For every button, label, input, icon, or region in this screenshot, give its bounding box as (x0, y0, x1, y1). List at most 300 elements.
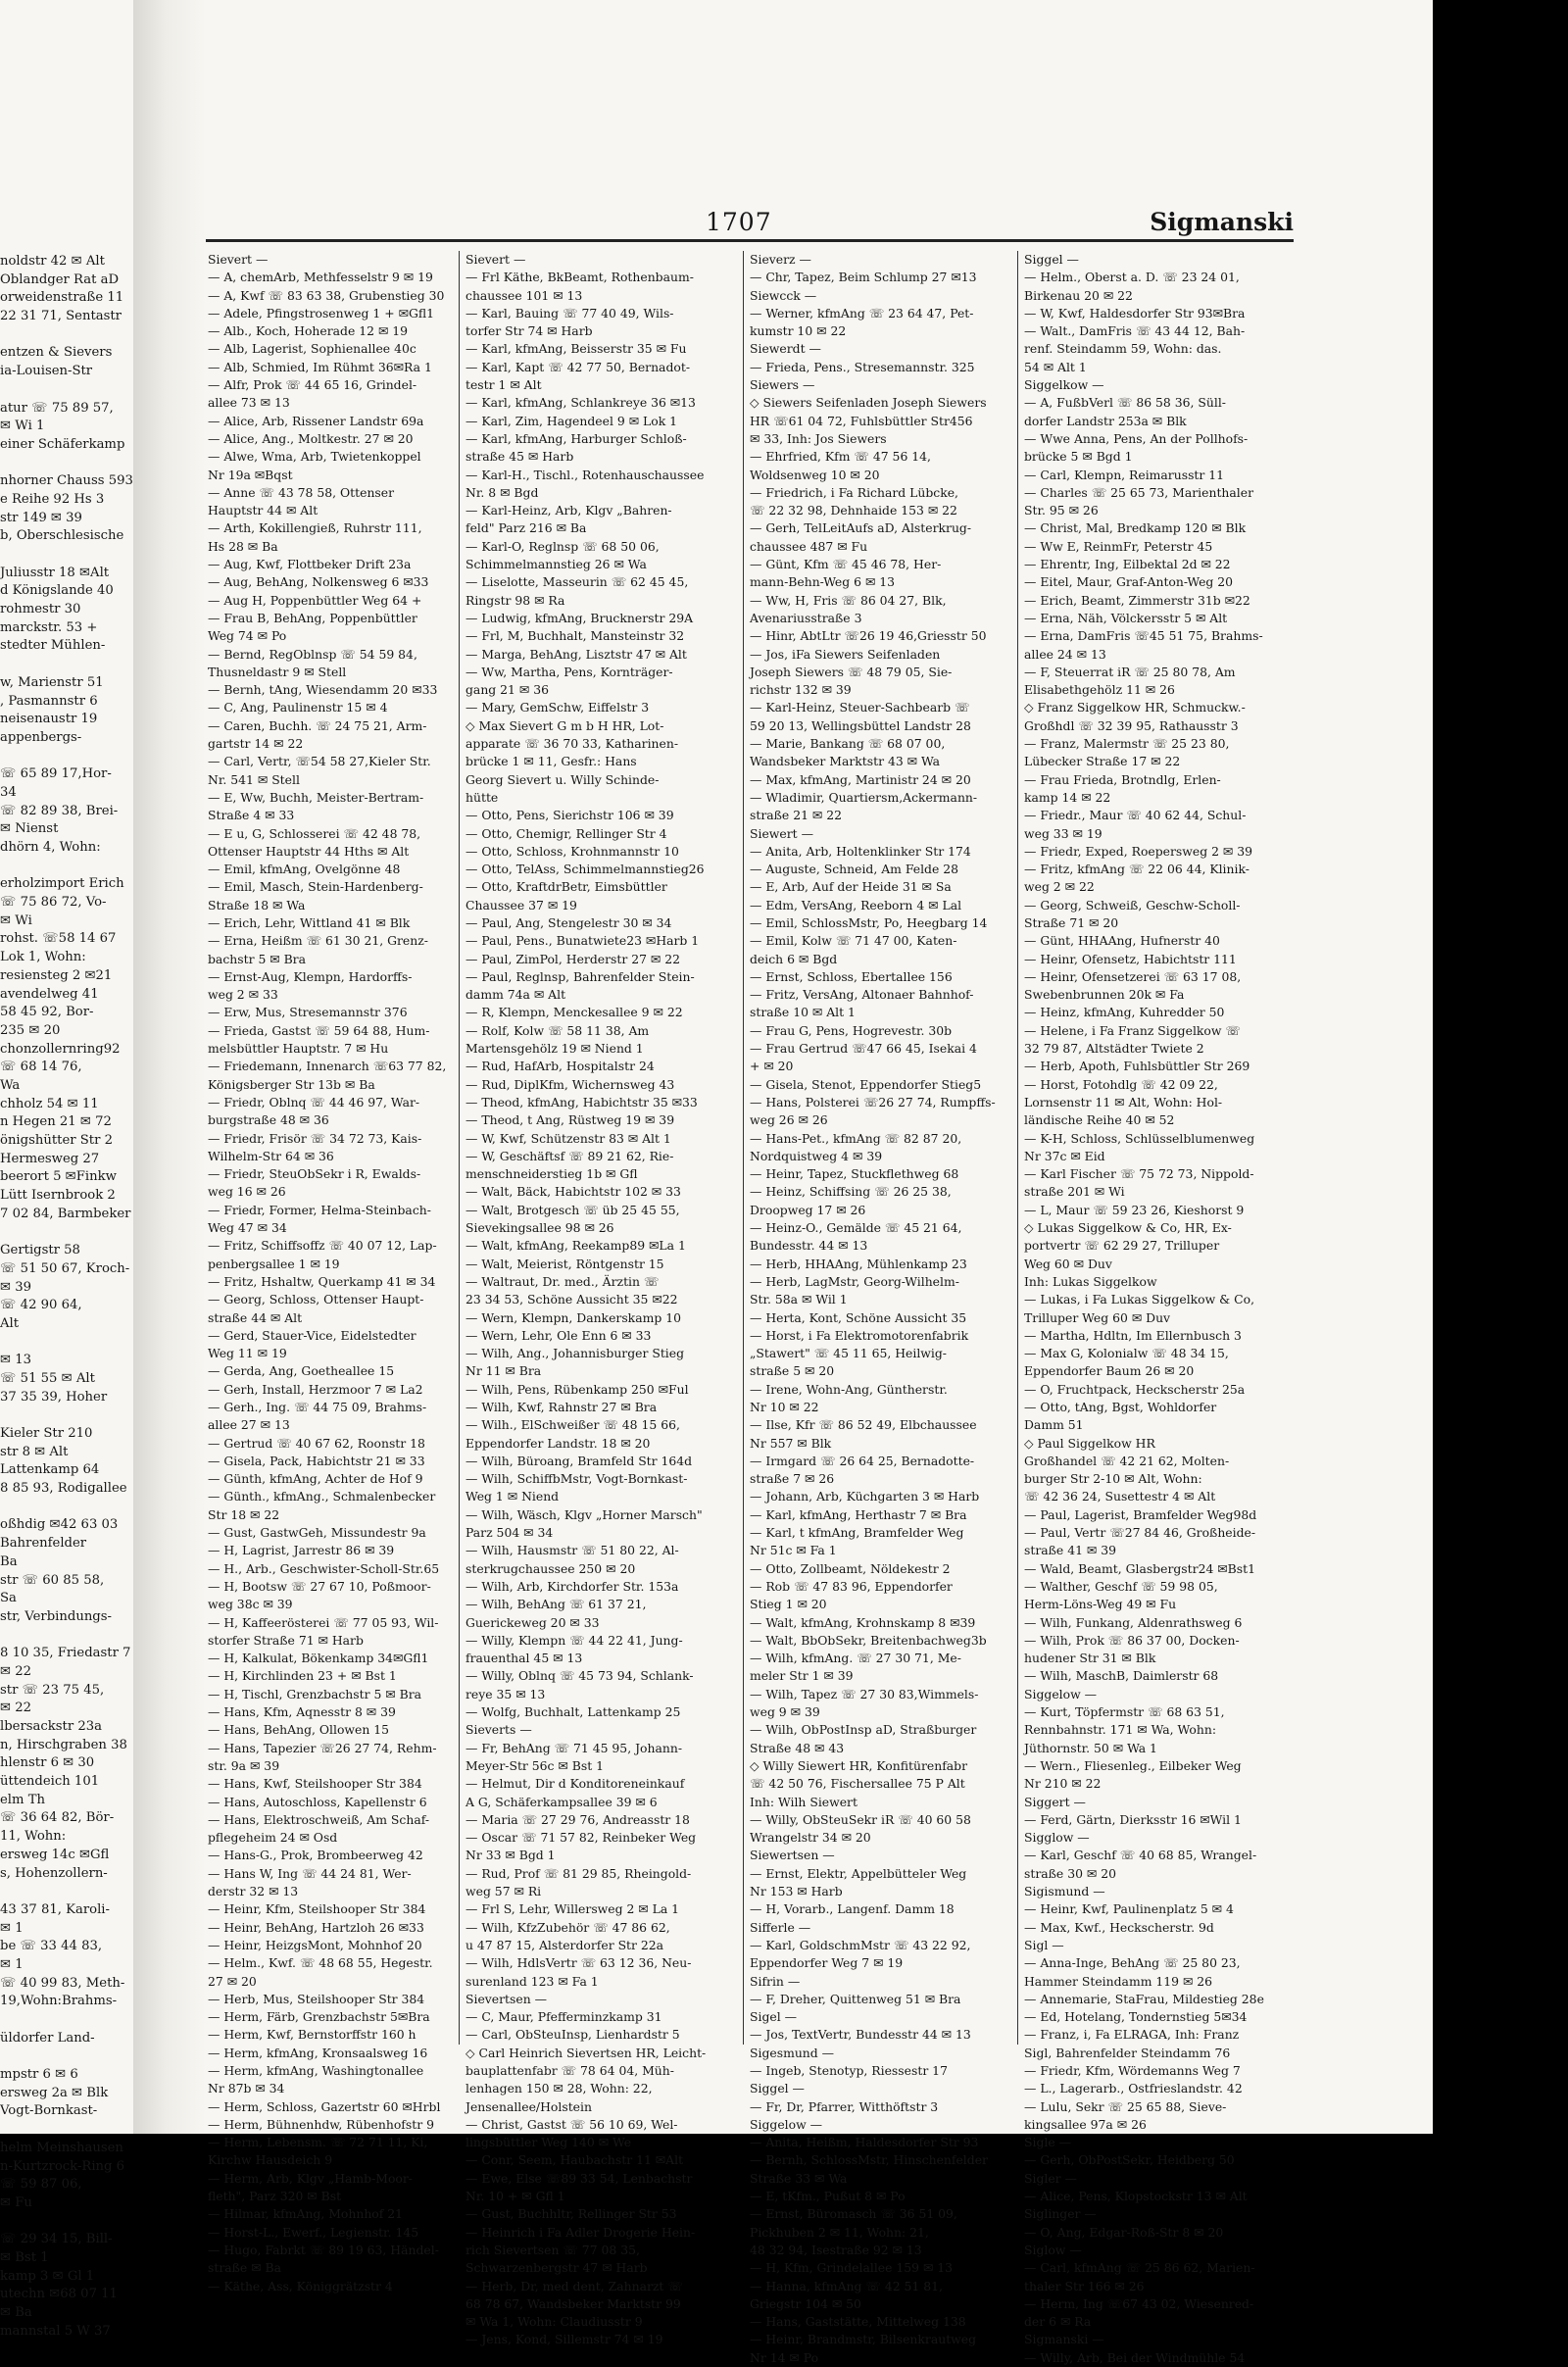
prev-page-line: helm Meinshausen (0, 2140, 123, 2155)
directory-line: — Gisela, Stenot, Eppendorfer Stieg5 (750, 1076, 982, 1092)
directory-line: — Alb, Schmied, Im Rühmt 36✉Ra 1 (208, 359, 432, 374)
directory-line: — Frl Käthe, BkBeamt, Rothenbaum- (466, 270, 694, 285)
directory-line: frauenthal 45 ✉ 13 (466, 1651, 583, 1666)
directory-line: — Friedr, SteuObSekr i R, Ewalds- (208, 1166, 421, 1182)
prev-page-line (0, 2047, 133, 2066)
prev-page-line: ☏ 51 50 67, Kroch- (0, 1260, 130, 1276)
directory-line: — Irene, Wohn-Ang, Güntherstr. (750, 1381, 948, 1397)
directory-line: — Herm, kfmAng, Kronsaalsweg 16 (208, 2045, 428, 2060)
directory-line: Sieverts — (466, 1722, 532, 1738)
directory-line: — Wilh., ElSchweißer ☏ 48 15 66, (466, 1417, 680, 1433)
directory-line: — Wald, Beamt, Glasbergstr24 ✉Bst1 (1024, 1560, 1255, 1576)
directory-line: — Eitel, Maur, Graf-Anton-Weg 20 (1024, 574, 1234, 590)
directory-line: Pickhuben 2 ✉ 11, Wohn: 21, (750, 2224, 929, 2240)
directory-line: Griegstr 104 ✉ 50 (750, 2295, 861, 2311)
directory-line: weg 16 ✉ 26 (208, 1184, 286, 1200)
directory-line: apparate ☏ 36 70 33, Katharinen- (466, 736, 679, 752)
directory-line: Sievertsen — (466, 1991, 548, 2006)
directory-line: — Otto, Zollbeamt, Nöldekestr 2 (750, 1560, 951, 1576)
prev-page-line (0, 748, 133, 766)
directory-line: — Käthe, Ass, Königgrätzstr 4 (208, 2278, 393, 2293)
directory-line: — Ed, Hotelang, Tondernstieg 5✉34 (1024, 2009, 1248, 2025)
directory-line: — O, Fruchtpack, Heckscherstr 25a (1024, 1381, 1246, 1397)
previous-page-fragment (0, 253, 133, 2339)
directory-line: — Ehrentr, Ing, Eilbektal 2d ✉ 22 (1024, 557, 1231, 572)
directory-line: — Frl, M, Buchhalt, Mansteinstr 32 (466, 628, 685, 644)
prev-page-line: ✉ 1 (0, 1920, 24, 1936)
directory-line: Stieg 1 ✉ 20 (750, 1597, 827, 1612)
directory-line: 27 ✉ 20 (208, 1973, 257, 1989)
directory-line: u 47 87 15, Alsterdorfer Str 22a (466, 1937, 664, 1952)
directory-line: — Theod, kfmAng, Habichtstr 35 ✉33 (466, 1094, 698, 1110)
directory-line: — Ww, H, Fris ☏ 86 04 27, Blk, (750, 592, 947, 608)
directory-line: — Willy, Oblnq ☏ 45 73 94, Schlank- (466, 1668, 694, 1684)
directory-line: — Frl S, Lehr, Willersweg 2 ✉ La 1 (466, 1901, 680, 1917)
directory-line: — Aug H, Poppenbüttler Weg 64 + (208, 592, 422, 608)
prev-page-line (0, 546, 133, 565)
directory-line: Ringstr 98 ✉ Ra (466, 592, 565, 608)
prev-page-line: ☏ 42 90 64, (0, 1298, 82, 1313)
directory-line: Siglow — (1024, 2242, 1082, 2257)
column-3 (750, 251, 996, 2365)
directory-line: — H, Tischl, Grenzbachstr 5 ✉ Bra (208, 1686, 422, 1701)
directory-line: — Annemarie, StaFrau, Mildestieg 28e (1024, 1991, 1264, 2006)
directory-line: — Hans, Elektroschweiß, Am Schaf- (208, 1811, 430, 1827)
directory-line: — Gerd, Stauer-Vice, Eidelstedter (208, 1327, 416, 1343)
directory-line: — Aug, BehAng, Nolkensweg 6 ✉33 (208, 574, 429, 590)
directory-line: — Heinr, Ofensetz, Habichtstr 111 (1024, 951, 1237, 966)
prev-page-line: b, Oberschlesische (0, 528, 124, 544)
directory-line: Sigismund — (1024, 1884, 1105, 1899)
prev-page-line: marckstr. 53 + (0, 619, 98, 635)
prev-page-line: Lütt Isernbrook 2 (0, 1188, 116, 1204)
directory-line: pflegeheim 24 ✉ Osd (208, 1830, 338, 1846)
prev-page-line: Sa (0, 1591, 17, 1606)
directory-line: — Paul, Ang, Stengelestr 30 ✉ 34 (466, 914, 672, 930)
directory-line: — Hanna, kfmAng ☏ 42 51 81, (750, 2278, 943, 2293)
directory-line: — Hugo, Fabrkt ☏ 89 19 63, Händel- (208, 2242, 439, 2257)
directory-line: — Christ, Gastst ☏ 56 10 69, Wel- (466, 2116, 678, 2132)
directory-line: — Karl-O, Reglnsp ☏ 68 50 06, (466, 538, 660, 554)
directory-line: — Walt, Bäck, Habichtstr 102 ✉ 33 (466, 1184, 681, 1200)
directory-line: — Ferd, Gärtn, Dierksstr 16 ✉Wil 1 (1024, 1811, 1242, 1827)
directory-line: — Alwe, Wma, Arb, Twietenkoppel (208, 449, 421, 465)
directory-line: ◇ Carl Heinrich Sievertsen HR, Leicht- (466, 2045, 707, 2060)
directory-line: — Waltraut, Dr. med., Ärztin ☏ (466, 1273, 660, 1289)
prev-page-line (0, 2213, 133, 2232)
directory-line: Lübecker Straße 17 ✉ 22 (1024, 754, 1181, 769)
directory-line: richstr 132 ✉ 39 (750, 682, 852, 698)
prev-page-line: Alt (0, 1315, 20, 1331)
directory-line: Sigler — (1024, 2170, 1077, 2186)
directory-line: ✉ 33, Inh: Jos Siewers (750, 430, 887, 446)
directory-line: weg 38c ✉ 39 (208, 1597, 293, 1612)
running-head: Sigmanski (1150, 208, 1294, 236)
directory-line: — Max, kfmAng, Martinistr 24 ✉ 20 (750, 771, 971, 787)
directory-line: Nr 19a ✉Bqst (208, 467, 293, 482)
directory-line: — Gertrud ☏ 40 67 62, Roonstr 18 (208, 1435, 425, 1451)
directory-line: — Rolf, Kolw ☏ 58 11 38, Am (466, 1022, 650, 1038)
directory-line: Sigle — (1024, 2135, 1072, 2150)
directory-line: — Ehrfried, Kfm ☏ 47 56 14, (750, 449, 931, 465)
directory-line: — Otto, TelAss, Schimmelmannstieg26 (466, 862, 705, 877)
prev-page-line: nhorner Chauss 593 (0, 473, 133, 489)
directory-line: — Ernst, Schloss, Ebertallee 156 (750, 968, 953, 984)
prev-page-line: Hermesweg 27 (0, 1151, 100, 1166)
directory-line: — Jens, Kond, Sillemstr 74 ✉ 19 (466, 2332, 663, 2347)
prev-page-line: rohmestr 30 (0, 602, 81, 617)
directory-line: thaler Str 166 ✉ 26 (1024, 2278, 1145, 2293)
prev-page-line: Gertigstr 58 (0, 1243, 80, 1258)
directory-line: — W, Geschäftsf ☏ 89 21 62, Rie- (466, 1148, 674, 1163)
directory-line: Großhdl ☏ 32 39 95, Rathausstr 3 (1024, 717, 1239, 733)
directory-line: Wandsbeker Marktstr 43 ✉ Wa (750, 754, 941, 769)
prev-page-line: ✉ 39 (0, 1279, 32, 1295)
directory-line: — Horst, i Fa Elektromotorenfabrik (750, 1327, 969, 1343)
directory-line: — Alfr, Prok ☏ 44 65 16, Grindel- (208, 377, 417, 393)
directory-line: — Erna, Näh, Völckersstr 5 ✉ Alt (1024, 610, 1228, 625)
directory-line: — L, Maur ☏ 59 23 26, Kieshorst 9 (1024, 1202, 1245, 1217)
prev-page-line: ✉ Wi 1 (0, 419, 45, 434)
directory-line: Jüthornstr. 50 ✉ Wa 1 (1024, 1740, 1157, 1755)
directory-line: — E u, G, Schlosserei ☏ 42 48 78, (208, 825, 421, 841)
directory-line: Parz 504 ✉ 34 (466, 1525, 554, 1541)
prev-page-line: e Reihe 92 Hs 3 (0, 491, 105, 507)
directory-line: — Paul, Reglnsp, Bahrenfelder Stein- (466, 968, 695, 984)
directory-line: Straße 48 ✉ 43 (750, 1740, 845, 1755)
directory-line: — Liselotte, Masseurin ☏ 62 45 45, (466, 574, 689, 590)
directory-line: — Wilh, Arb, Kirchdorfer Str. 153a (466, 1578, 679, 1594)
directory-line: Siewcck — (750, 287, 817, 303)
directory-line: fleth", Parz 320 ✉ Bst (208, 2189, 342, 2204)
directory-line: — F, Steuerrat iR ☏ 25 80 78, Am (1024, 664, 1236, 679)
directory-line: Elisabethgehölz 11 ✉ 26 (1024, 682, 1175, 698)
directory-line: — Hilmar, kfmAng, Mohnhof 21 (208, 2206, 404, 2222)
directory-line: — Horst-L., Ewerf., Legienstr. 145 (208, 2224, 419, 2240)
directory-line: — Christ, Mal, Bredkamp 120 ✉ Blk (1024, 520, 1247, 536)
column-1 (208, 251, 453, 2293)
directory-line: Meyer-Str 56c ✉ Bst 1 (466, 1757, 605, 1773)
directory-line: — A, FußbVerl ☏ 86 58 36, Süll- (1024, 395, 1226, 411)
directory-line: — Otto, Pens, Sierichstr 106 ✉ 39 (466, 808, 674, 823)
directory-line: 68 78 67, Wandsbeker Marktstr 99 (466, 2295, 681, 2311)
directory-line: weg 2 ✉ 22 (1024, 879, 1095, 895)
directory-line: — Paul, Vertr ☏27 84 46, Großheide- (1024, 1525, 1256, 1541)
directory-line: — Karl, Zim, Hagendeel 9 ✉ Lok 1 (466, 413, 678, 428)
prev-page-line: 58 45 92, Bor- (0, 1005, 94, 1020)
prev-page-line: ✉ Bst 1 (0, 2249, 49, 2265)
directory-line: Straße 4 ✉ 33 (208, 808, 295, 823)
directory-line: ◇ Willy Siewert HR, Konfitürenfabr (750, 1757, 968, 1773)
prev-page-line: kamp 3 ✉ Gl 1 (0, 2268, 95, 2284)
prev-page-line: 19,Wohn:Brahms- (0, 1994, 118, 2009)
directory-line: straße 21 ✉ 22 (750, 808, 842, 823)
prev-page-line (0, 1499, 133, 1517)
directory-line: — Walt, Brotgesch ☏ üb 25 45 55, (466, 1202, 680, 1217)
directory-line: — Karl-H., Tischl., Rotenhauschaussee (466, 467, 705, 482)
prev-page-line: d Königslande 40 (0, 583, 114, 599)
directory-line: lenhagen 150 ✉ 28, Wohn: 22, (466, 2081, 653, 2096)
prev-page-line: n Hegen 21 ✉ 72 (0, 1114, 112, 1130)
directory-line: — Walther, Geschf ☏ 59 98 05, (1024, 1578, 1218, 1594)
prev-page-line (0, 326, 133, 345)
prev-page-line: chonzollernring92 (0, 1041, 121, 1057)
directory-line: Nr. 10 + ✉ Gfl 1 (466, 2189, 565, 2204)
directory-line: — Carl, kfmAng ☏ 25 86 62, Marien- (1024, 2260, 1255, 2276)
directory-line: — Karl, kfmAng, Harburger Schloß- (466, 430, 687, 446)
column-divider (459, 251, 460, 2045)
prev-page-line (0, 2011, 133, 2030)
directory-line: ◇ Siewers Seifenladen Joseph Siewers (750, 395, 987, 411)
directory-line: straße 45 ✉ Harb (466, 449, 574, 465)
directory-line: — Ww E, ReinmFr, Peterstr 45 (1024, 538, 1213, 554)
directory-line: weg 26 ✉ 26 (750, 1112, 828, 1128)
directory-line: Straße 71 ✉ 20 (1024, 914, 1119, 930)
directory-line: lingsbüttler Weg 140 ✉ We (466, 2135, 632, 2150)
directory-line: gang 21 ✉ 36 (466, 682, 549, 698)
directory-line: — Bernh, tAng, Wiesendamm 20 ✉33 (208, 682, 438, 698)
prev-page-line: Oblandger Rat aD (0, 271, 120, 287)
prev-page-line: atur ☏ 75 89 57, (0, 400, 114, 416)
directory-line: chaussee 487 ✉ Fu (750, 538, 868, 554)
prev-page-line: be ☏ 33 44 83, (0, 1939, 103, 1954)
directory-line: — Wilh, Funkang, Aldenrathsweg 6 (1024, 1614, 1243, 1630)
prev-page-line: ersweg 14c ✉Gfl (0, 1847, 110, 1862)
prev-page-line: ✉ Ba (0, 2305, 32, 2320)
prev-page-line: ✉ 22 (0, 1701, 32, 1716)
prev-page-line (0, 1406, 133, 1425)
directory-line: — L., Lagerarb., Ostfrieslandstr. 42 (1024, 2081, 1243, 2096)
directory-line: — Franz, i, Fa ELRAGA, Inh: Franz (1024, 2027, 1240, 2043)
directory-line: — K-H, Schloss, Schlüsselblumenweg (1024, 1130, 1255, 1146)
prev-page-line: üldorfer Land- (0, 2030, 95, 2046)
directory-line: — Alice, Ang., Moltkestr. 27 ✉ 20 (208, 430, 414, 446)
directory-line: Woldsenweg 10 ✉ 20 (750, 467, 880, 482)
directory-line: Inh: Lukas Siggelkow (1024, 1273, 1157, 1289)
directory-line: — Hans, Autoschloss, Kapellenstr 6 (208, 1794, 427, 1809)
directory-line: — Karl, kfmAng, Herthastr 7 ✉ Bra (750, 1506, 967, 1522)
scan-border (1433, 0, 1568, 2134)
directory-line: — Hans, Gaststätte, Mittelweg 138 (750, 2314, 966, 2330)
directory-line: — Rud, DiplKfm, Wichernsweg 43 (466, 1076, 675, 1092)
directory-line: — Karl, Geschf ☏ 40 68 85, Wrangel- (1024, 1848, 1257, 1863)
directory-line: rich Sievertsen ☏ 77 08 35, (466, 2242, 640, 2257)
directory-line: — Ewe, Else ☏89 33 54, Lenbachstr (466, 2170, 693, 2186)
directory-line: — Walt, BbObSekr, Breitenbachweg3b (750, 1632, 987, 1648)
prev-page-line: Vogt-Bornkast- (0, 2103, 98, 2119)
page-number: 1707 (706, 208, 772, 236)
directory-line: — Wilh, HdlsVertr ☏ 63 12 36, Neu- (466, 1955, 692, 1971)
prev-page-line (0, 1883, 133, 1901)
prev-page-line: Juliusstr 18 ✉Alt (0, 565, 110, 580)
directory-line: — Günt, Kfm ☏ 45 46 78, Her- (750, 557, 942, 572)
directory-line: — Willy, Arb, Bei der Windmühle 54 (1024, 2349, 1246, 2365)
directory-line: surenland 123 ✉ Fa 1 (466, 1973, 599, 1989)
directory-line: Sigl — (1024, 1937, 1064, 1952)
directory-line: — Herb, HHAAng, Mühlenkamp 23 (750, 1256, 967, 1271)
directory-line: sterkrugchaussee 250 ✉ 20 (466, 1560, 636, 1576)
directory-line: Swebenbrunnen 20k ✉ Fa (1024, 987, 1185, 1003)
directory-line: weg 2 ✉ 33 (208, 987, 278, 1003)
prev-page-line: ✉ 22 (0, 1663, 32, 1679)
directory-line: — Charles ☏ 25 65 73, Marienthaler (1024, 484, 1254, 500)
directory-line: Siewert — (750, 825, 813, 841)
directory-line: allee 27 ✉ 13 (208, 1417, 290, 1433)
directory-line: weg 57 ✉ Ri (466, 1884, 542, 1899)
directory-line: — Johann, Arb, Küchgarten 3 ✉ Harb (750, 1489, 980, 1504)
directory-line: — Herb, LagMstr, Georg-Wilhelm- (750, 1273, 959, 1289)
directory-line: — Emil, SchlossMstr, Po, Heegbarg 14 (750, 914, 988, 930)
directory-line: — Willy, ObSteuSekr iR ☏ 40 60 58 (750, 1811, 971, 1827)
directory-line: Siggelkow — (1024, 377, 1104, 393)
directory-line: — Erich, Beamt, Zimmerstr 31b ✉22 (1024, 592, 1250, 608)
directory-line: — Wilh, kfmAng. ☏ 27 30 71, Me- (750, 1651, 961, 1666)
directory-line: Bundesstr. 44 ✉ 13 (750, 1238, 868, 1254)
directory-line: ◇ Max Sievert G m b H HR, Lot- (466, 717, 664, 733)
directory-line: — Bernd, RegOblnsp ☏ 54 59 84, (208, 646, 417, 662)
directory-line: storfer Straße 71 ✉ Harb (208, 1632, 364, 1648)
directory-line: — Karl, Bauing ☏ 77 40 49, Wils- (466, 305, 674, 321)
directory-line: — Carl, Vertr, ☏54 58 27,Kieler Str. (208, 754, 431, 769)
prev-page-line: Lok 1, Wohn: (0, 950, 86, 965)
directory-line: Sievekingsallee 98 ✉ 26 (466, 1220, 614, 1236)
directory-line: Königsberger Str 13b ✉ Ba (208, 1076, 375, 1092)
column-4 (1024, 251, 1269, 2365)
directory-line: — Jos, TextVertr, Bundesstr 44 ✉ 13 (750, 2027, 971, 2043)
directory-line: Str 18 ✉ 22 (208, 1506, 280, 1522)
directory-line: straße ✉ Ba (208, 2260, 282, 2276)
directory-line: Hammer Steindamm 119 ✉ 26 (1024, 1973, 1213, 1989)
directory-line: — Wilh, Ang., Johannisburger Stieg (466, 1346, 685, 1361)
directory-line: — Herm, Lebensm. ☏ 72 71 11, Ki, (208, 2135, 428, 2150)
directory-line: — Fritz, Hshaltw, Querkamp 41 ✉ 34 (208, 1273, 436, 1289)
prev-page-line: üttendeich 101 (0, 1774, 100, 1790)
directory-line: — Max G, Kolonialw ☏ 48 34 15, (1024, 1346, 1229, 1361)
directory-line: damm 74a ✉ Alt (466, 987, 566, 1003)
directory-line: — Erna, DamFris ☏45 51 75, Brahms- (1024, 628, 1263, 644)
directory-line: Martensgehölz 19 ✉ Niend 1 (466, 1041, 644, 1057)
directory-line: hudener Str 31 ✉ Blk (1024, 1651, 1156, 1666)
prev-page-line: 22 31 71, Sentastr (0, 309, 122, 324)
directory-line: chaussee 101 ✉ 13 (466, 287, 583, 303)
prev-page-line: neisenaustr 19 (0, 712, 98, 727)
page-header (206, 196, 1294, 245)
directory-line: — Heinr, Kfm, Steilshooper Str 384 (208, 1901, 426, 1917)
directory-line: — Karl, kfmAng, Beisserstr 35 ✉ Fu (466, 341, 687, 357)
directory-line: — Hinr, AbtLtr ☏26 19 46,Griesstr 50 (750, 628, 987, 644)
directory-line: — Gerh, ObPostSekr, Heidberg 50 (1024, 2152, 1235, 2168)
directory-line: — Heinr, HeizgsMont, Mohnhof 20 (208, 1937, 422, 1952)
directory-line: — Wilh, Kwf, Rahnstr 27 ✉ Bra (466, 1400, 658, 1414)
directory-line: — Maria ☏ 27 29 76, Andreasstr 18 (466, 1811, 690, 1827)
directory-line: renf. Steindamm 59, Wohn: das. (1024, 341, 1222, 357)
directory-line: — H, Kaffeerösterei ☏ 77 05 93, Wil- (208, 1614, 439, 1630)
directory-line: — Gust, Buchhltr, Rellinger Str 53 (466, 2206, 677, 2222)
directory-line: — Anita, Arb, Holtenklinker Str 174 (750, 843, 971, 859)
directory-line: „Stawert" ☏ 45 11 65, Heilwig- (750, 1346, 947, 1361)
prev-page-line: ☏ 59 87 06, (0, 2177, 82, 2193)
directory-line: — Hans-G., Prok, Brombeerweg 42 (208, 1848, 423, 1863)
directory-line: Siewers — (750, 377, 815, 393)
directory-line: — E, tKfm., Pußut 8 ✉ Po (750, 2189, 906, 2204)
directory-line: ✉ Wa 1, Wohn: Claudiusstr 9 (466, 2314, 643, 2330)
directory-line: — Horst, Fotohdlg ☏ 42 09 22, (1024, 1076, 1218, 1092)
directory-line: Straße 33 ✉ Wa (750, 2170, 848, 2186)
directory-line: — Walt., DamFris ☏ 43 44 12, Bah- (1024, 323, 1246, 339)
prev-page-line: 8 85 93, Rodigallee (0, 1481, 127, 1497)
prev-page-line: ✉ Wi (0, 912, 32, 928)
directory-line: Siggel — (750, 2081, 805, 2096)
directory-line: — Otto, tAng, Bgst, Wohldorfer (1024, 1400, 1217, 1414)
prev-page-line: 43 37 81, Karoli- (0, 1901, 110, 1917)
prev-page-line: ersweg 2a ✉ Blk (0, 2085, 109, 2100)
prev-page-line: ☏ 36 64 82, Bör- (0, 1810, 115, 1826)
directory-line: — Herm, kfmAng, Washingtonallee (208, 2062, 424, 2078)
directory-line: — Hans, Kfm, Aqnesstr 8 ✉ 39 (208, 1704, 396, 1720)
prev-page-line: n, Hirschgraben 38 (0, 1737, 127, 1752)
directory-line: Lornsenstr 11 ✉ Alt, Wohn: Hol- (1024, 1094, 1223, 1110)
directory-line: kumstr 10 ✉ 22 (750, 323, 847, 339)
directory-line: Herm-Löns-Weg 49 ✉ Fu (1024, 1597, 1177, 1612)
directory-line: — H, Bootsw ☏ 27 67 10, Poßmoor- (208, 1578, 431, 1594)
directory-line: menschneiderstieg 1b ✉ Gfl (466, 1166, 638, 1182)
directory-line: — Ludwig, kfmAng, Brucknerstr 29A (466, 610, 694, 625)
directory-line: — Hans W, Ing ☏ 44 24 81, Wer- (208, 1865, 412, 1881)
directory-line: — Herm, Arb, Klgv „Hamb-Moor- (208, 2170, 413, 2186)
directory-line: — Martha, Hdltn, Im Ellernbusch 3 (1024, 1327, 1242, 1343)
directory-line: — Heinr, Brandmstr, Bilsenkrautweg (750, 2332, 977, 2347)
directory-line: — Gisela, Pack, Habichtstr 21 ✉ 33 (208, 1453, 425, 1468)
directory-line: Wrangelstr 34 ✉ 20 (750, 1830, 871, 1846)
directory-line: — Fritz, kfmAng ☏ 22 06 44, Klinik- (1024, 862, 1250, 877)
directory-line: — E, Ww, Buchh, Meister-Bertram- (208, 789, 424, 805)
prev-page-line (0, 1223, 133, 1242)
directory-line: — Heinr, BehAng, Hartzloh 26 ✉33 (208, 1919, 424, 1935)
directory-line: — Anna-Inge, BehAng ☏ 25 80 23, (1024, 1955, 1241, 1971)
directory-line: — Frieda, Pens., Stresemannstr. 325 (750, 359, 975, 374)
prev-page-line: entzen & Sievers (0, 345, 113, 361)
directory-line: — F, Dreher, Quittenweg 51 ✉ Bra (750, 1991, 961, 2006)
directory-line: — Rud, HafArb, Hospitalstr 24 (466, 1059, 655, 1074)
directory-line: deich 6 ✉ Bgd (750, 951, 838, 966)
directory-line: — Wilh, Tapez ☏ 27 30 83,Wimmels- (750, 1686, 979, 1701)
directory-line: — Walt, kfmAng, Krohnskamp 8 ✉39 (750, 1614, 976, 1630)
directory-line: — Chr, Tapez, Beim Schlump 27 ✉13 (750, 270, 977, 285)
directory-line: — Lulu, Sekr ☏ 25 65 88, Sieve- (1024, 2098, 1227, 2114)
prev-page-line: Lattenkamp 64 (0, 1462, 100, 1478)
directory-line: — Paul, Lagerist, Bramfelder Weg98d (1024, 1506, 1257, 1522)
directory-line: Siewerdt — (750, 341, 821, 357)
prev-page-line (0, 2121, 133, 2140)
directory-line: — Karl, t kfmAng, Bramfelder Weg (750, 1525, 964, 1541)
directory-line: Siggel — (1024, 252, 1079, 267)
directory-line: mann-Behn-Weg 6 ✉ 13 (750, 574, 896, 590)
directory-line: Nr. 8 ✉ Bgd (466, 484, 539, 500)
header-rule (206, 239, 1294, 242)
directory-line: — Günt, HHAAng, Hufnerstr 40 (1024, 933, 1220, 949)
directory-line: Eppendorfer Weg 7 ✉ 19 (750, 1955, 904, 1971)
directory-line: ländische Reihe 40 ✉ 52 (1024, 1112, 1175, 1128)
directory-line: — R, Klempn, Menckesallee 9 ✉ 22 (466, 1005, 683, 1020)
prev-page-line: Wa (0, 1077, 21, 1093)
prev-page-line: einer Schäferkamp (0, 436, 125, 452)
directory-line: — Wern, Klempn, Dankerskamp 10 (466, 1309, 681, 1325)
directory-line: — Alice, Arb, Rissener Landstr 69a (208, 413, 424, 428)
prev-page-line: ☏ 68 14 76, (0, 1060, 82, 1075)
directory-line: — Aug, Kwf, Flottbeker Drift 23a (208, 557, 412, 572)
directory-line: — Rob ☏ 47 83 96, Eppendorfer (750, 1578, 953, 1594)
directory-line: Weg 47 ✉ 34 (208, 1220, 287, 1236)
